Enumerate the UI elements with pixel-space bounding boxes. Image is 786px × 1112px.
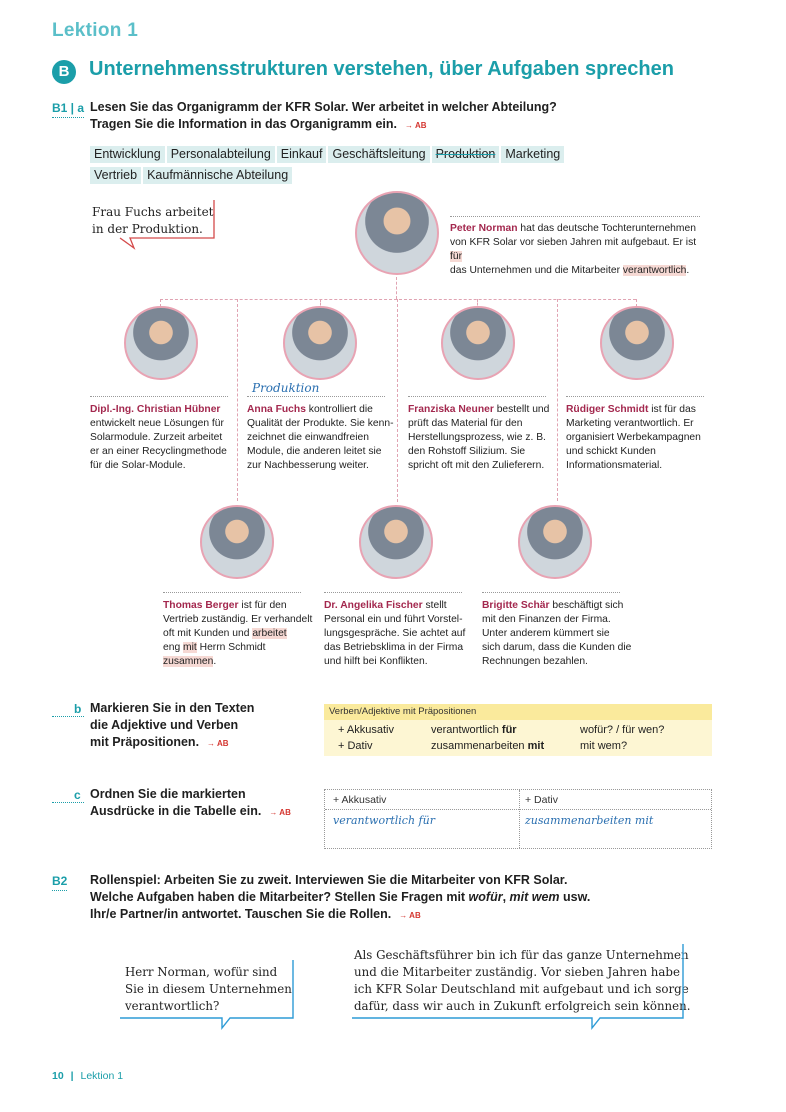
- person-name: Anna Fuchs: [247, 404, 306, 415]
- bubble-line: Frau Fuchs arbeitet: [92, 205, 214, 219]
- bubble-line: und die Mitarbeiter zuständig. Vor sieben Jahren habe: [354, 965, 680, 979]
- lesson-label: Lektion 1: [52, 20, 139, 41]
- text-line: Herstellungsprozess, wie z. B.: [408, 432, 546, 443]
- grammar-case: + Akkusativ: [338, 724, 394, 736]
- answer-line: [482, 592, 620, 593]
- handwritten-answer: Produktion: [252, 381, 320, 395]
- grammar-question: mit wem?: [580, 740, 628, 752]
- answer-line: [408, 396, 546, 397]
- text-line: Informationsmaterial.: [566, 460, 663, 471]
- text-line: zeichnet die einwandfreien: [247, 432, 369, 443]
- grammar-box-title: Verben/Adjektive mit Präpositionen: [324, 704, 712, 720]
- text-line: organisiert Werbekampagnen: [566, 432, 701, 443]
- org-text-fischer: [324, 599, 474, 669]
- org-text-berger: [163, 599, 313, 669]
- highlight: arbeitet: [252, 628, 287, 639]
- person-name: Rüdiger Schmidt: [566, 404, 649, 415]
- department-chip: Marketing: [501, 146, 564, 163]
- text-line: er an einer Recyclingmethode: [90, 446, 227, 457]
- grammar-preposition: mit: [527, 740, 545, 752]
- text-line: Module, die anderen leitet sie: [247, 446, 382, 457]
- portrait-christian-huebner: [124, 306, 198, 380]
- grammar-questions: [580, 722, 664, 754]
- org-text-huebner: [90, 403, 235, 473]
- table-header-dativ: + Dativ: [525, 794, 558, 806]
- text: das Unternehmen und die Mitarbeiter: [450, 265, 623, 276]
- highlight: verantwortlich: [622, 265, 687, 276]
- text: von KFR Solar vor sieben Jahren mit aufgebaut. Er ist: [450, 237, 697, 248]
- portrait-anna-fuchs: [283, 306, 357, 380]
- task-number-b2: B2: [52, 874, 67, 891]
- instruction-line: Markieren Sie in den Texten: [90, 701, 255, 715]
- portrait-brigitte-schaer: [518, 505, 592, 579]
- ab-reference: → AB: [269, 808, 291, 817]
- bubble-line: Als Geschäftsführer bin ich für das ganze Unternehmen: [354, 948, 689, 962]
- department-chip: Vertrieb: [90, 167, 141, 184]
- instruction-line: Rollenspiel: Arbeiten Sie zu zweit. Interviewen Sie die Mitarbeiter von KFR Solar.: [90, 873, 568, 887]
- text: stellt: [422, 600, 447, 611]
- org-text-schaer: [482, 599, 632, 669]
- text-line: lungsgespräche. Sie achtet auf: [324, 628, 466, 639]
- grammar-cases: [338, 722, 394, 754]
- text-line: Solarmodule. Zurzeit arbeitet: [90, 432, 223, 443]
- task-instruction-c: [90, 786, 320, 821]
- bubble-line: Sie in diesem Unternehmen: [125, 982, 292, 996]
- bubble-line: dafür, dass wir auch in Zukunft erfolgreich sein können.: [354, 999, 691, 1013]
- text-line: Qualität der Produkte. Sie kenn-: [247, 418, 394, 429]
- text: ist für das: [648, 404, 696, 415]
- person-name: Peter Norman: [450, 223, 518, 234]
- bubble-line: Herr Norman, wofür sind: [125, 965, 278, 979]
- org-text-fuchs: [247, 403, 397, 473]
- text: kontrolliert die: [305, 404, 373, 415]
- speech-bubble-frame: [90, 198, 220, 250]
- org-text-neuner: [408, 403, 558, 473]
- answer-line: [450, 216, 700, 217]
- instruction-line: Tragen Sie die Information in das Organigramm ein. → AB: [90, 117, 427, 131]
- ab-reference: → AB: [207, 739, 229, 748]
- org-text-schmidt: [566, 403, 716, 473]
- text: bestellt und: [493, 404, 550, 415]
- department-chip: Entwicklung: [90, 146, 165, 163]
- connector-line: [237, 299, 238, 501]
- text-line: prüft das Material für den: [408, 418, 523, 429]
- task-letter-c: c: [74, 788, 81, 802]
- department-chip: Geschäftsleitung: [328, 146, 429, 163]
- grammar-example: verantwortlich: [431, 724, 502, 736]
- text: oft mit Kunden und: [163, 628, 253, 639]
- text-line: Unter anderem kümmert sie: [482, 628, 610, 639]
- text-line: für die Solar-Module.: [90, 460, 186, 471]
- portrait-angelika-fischer: [359, 505, 433, 579]
- task-number-b1a: B1 | a: [52, 101, 84, 118]
- grammar-case: + Dativ: [338, 740, 373, 752]
- task-letter-b: b: [74, 702, 82, 716]
- bubble-line: in der Produktion.: [92, 222, 203, 236]
- answer-line: [163, 592, 301, 593]
- org-text-ceo: [450, 222, 710, 278]
- connector-line: [396, 277, 397, 299]
- answer-line: [324, 592, 462, 593]
- handwritten-entry: verantwortlich für: [333, 814, 435, 827]
- speech-bubble-frame: [118, 958, 298, 1030]
- section-title: Unternehmensstrukturen verstehen, über Aufgaben sprechen: [89, 58, 674, 80]
- department-chip: Einkauf: [277, 146, 327, 163]
- task-instruction-b1a: [90, 99, 710, 134]
- text: ist für den: [238, 600, 287, 611]
- handwritten-entry: zusammenarbeiten mit: [525, 814, 654, 827]
- text-line: den Rohstoff Silizium. Sie: [408, 446, 526, 457]
- text-line: Vertrieb zuständig. Er verhandelt: [163, 614, 313, 625]
- text: Herrn Schmidt: [196, 642, 266, 653]
- instruction-line: Lesen Sie das Organigramm der KFR Solar. Wer arbeitet in welcher Abteilung?: [90, 100, 557, 114]
- text-line: zur Nachbesserung weiter.: [247, 460, 369, 471]
- text: hat das deutsche Tochterunternehmen: [517, 223, 696, 234]
- connector-line: [160, 299, 636, 300]
- person-name: Dipl.-Ing. Christian Hübner: [90, 404, 221, 415]
- instruction-line: die Adjektive und Verben: [90, 718, 239, 732]
- person-name: Franziska Neuner: [408, 404, 494, 415]
- section-badge: B: [52, 60, 76, 84]
- text-line: Rechnungen bezahlen.: [482, 656, 588, 667]
- department-chip-used: Produktion: [432, 146, 500, 163]
- task-instruction-b2: [90, 872, 730, 924]
- bubble-line: verantwortlich?: [125, 999, 220, 1013]
- grammar-box: [324, 704, 712, 756]
- instruction-line: Welche Aufgaben haben die Mitarbeiter? Stellen Sie Fragen mit wofür, mit wem usw.: [90, 890, 591, 904]
- task-instruction-b: [90, 700, 290, 752]
- table-header-akkusativ: + Akkusativ: [333, 794, 387, 806]
- highlight: für: [450, 251, 463, 262]
- text-line: und hilft bei Konflikten.: [324, 656, 428, 667]
- text-line: und schickt Kunden: [566, 446, 656, 457]
- footer-separator: |: [70, 1070, 74, 1082]
- instruction-line: Ausdrücke in die Tabelle ein.: [90, 804, 262, 818]
- ab-reference: → AB: [405, 121, 427, 130]
- answer-line: [566, 396, 704, 397]
- footer-lesson: Lektion 1: [80, 1070, 124, 1082]
- highlight: mit: [183, 642, 197, 653]
- text-line: spricht oft mit den Zulieferern.: [408, 460, 545, 471]
- instruction-line: Ihr/e Partner/in antwortet. Tauschen Sie die Rollen. → AB: [90, 907, 421, 921]
- portrait-franziska-neuner: [441, 306, 515, 380]
- department-chip: Kaufmännische Abteilung: [143, 167, 292, 184]
- grammar-preposition: für: [501, 724, 517, 736]
- instruction-line: Ordnen Sie die markierten: [90, 787, 246, 801]
- page-number: 10: [52, 1070, 64, 1082]
- table-divider: [325, 809, 711, 810]
- grammar-examples: [431, 722, 544, 754]
- text-line: mit den Finanzen der Firma.: [482, 614, 611, 625]
- text: .: [686, 265, 690, 276]
- portrait-thomas-berger: [200, 505, 274, 579]
- text-line: entwickelt neue Lösungen für: [90, 418, 224, 429]
- person-name: Thomas Berger: [163, 600, 239, 611]
- text: eng: [163, 642, 184, 653]
- grammar-question: wofür? / für wen?: [580, 724, 665, 736]
- table-divider: [519, 790, 520, 848]
- highlight: zusammen: [163, 656, 214, 667]
- sorting-table: [324, 789, 712, 849]
- answer-line: [247, 396, 385, 397]
- text-line: das Betriebsklima in der Firma: [324, 642, 464, 653]
- instruction-line: mit Präpositionen.: [90, 735, 200, 749]
- text: .: [213, 656, 217, 667]
- grammar-example: zusammenarbeiten: [431, 740, 528, 752]
- portrait-peter-norman: [355, 191, 439, 275]
- person-name: Brigitte Schär: [482, 600, 550, 611]
- connector-line: [397, 299, 398, 502]
- speech-bubble-frame: [350, 942, 690, 1030]
- text: beschäftigt sich: [549, 600, 624, 611]
- text-line: Marketing verantwortlich. Er: [566, 418, 694, 429]
- bubble-line: ich KFR Solar Deutschland mit aufgebaut und ich sorge: [354, 982, 689, 996]
- page-footer: [52, 1070, 123, 1082]
- ab-reference: → AB: [399, 911, 421, 920]
- department-chip: Personalabteilung: [167, 146, 275, 163]
- person-name: Dr. Angelika Fischer: [324, 600, 423, 611]
- portrait-ruediger-schmidt: [600, 306, 674, 380]
- text-line: Personal ein und führt Vorstel-: [324, 614, 463, 625]
- text-line: sich darum, dass die Kunden die: [482, 642, 632, 653]
- department-list: [90, 144, 630, 186]
- answer-line: [90, 396, 228, 397]
